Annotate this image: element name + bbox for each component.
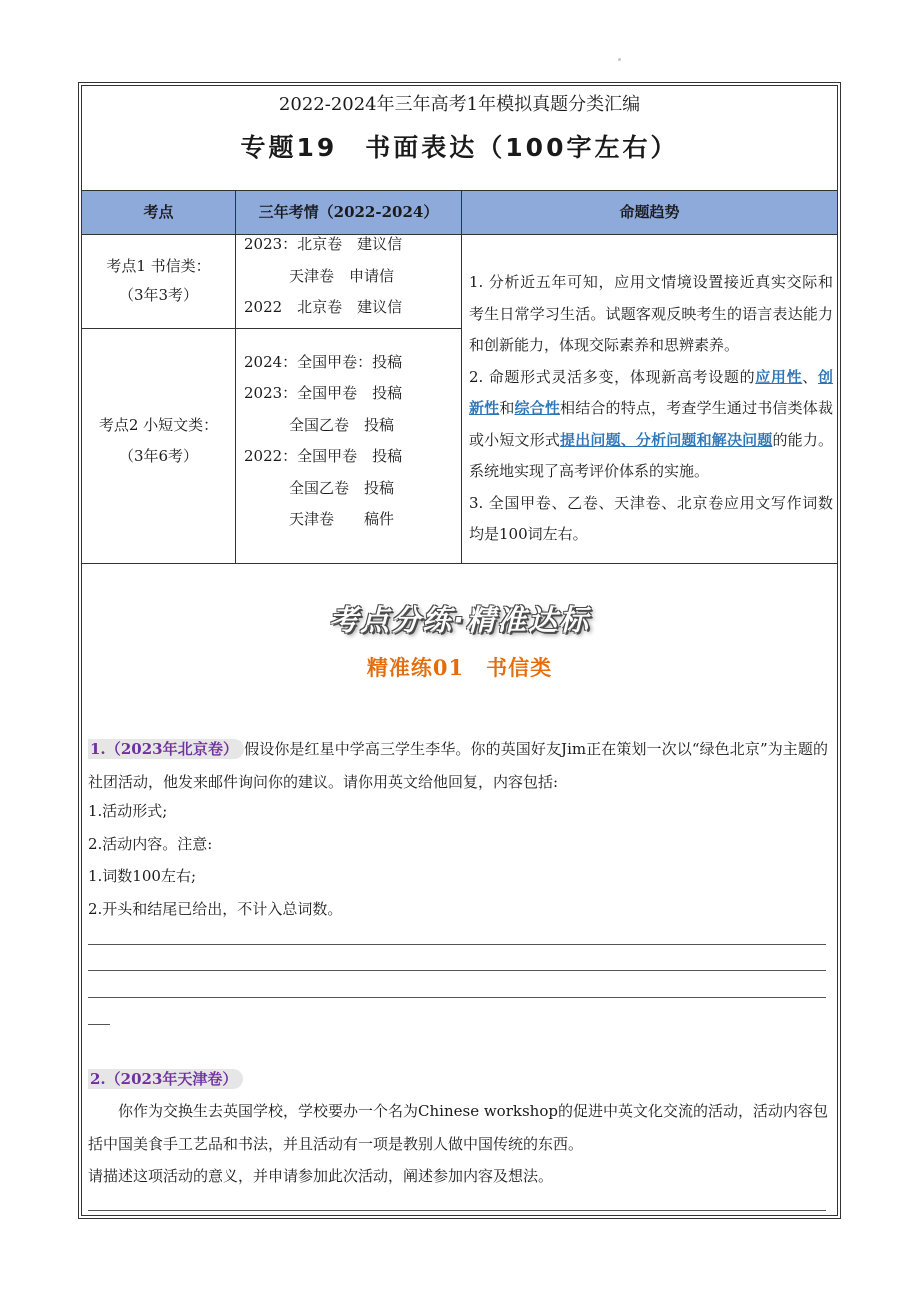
table-header-trend: 命题趋势 — [619, 203, 680, 221]
row1-point-label: 考点1 书信类： — [106, 257, 211, 275]
row1-exam-item: 天津卷 申请信 — [244, 267, 395, 285]
question-1-item: 2.活动内容。注意: — [88, 835, 213, 853]
row1-point-count: （3年3考） — [118, 286, 199, 304]
table-header-point: 考点 — [143, 203, 174, 221]
question-1-stem — [88, 733, 828, 798]
row1-exam-item: 2022 北京卷 建议信 — [244, 298, 403, 316]
answer-line-short[interactable] — [88, 1024, 110, 1025]
row2-point-label: 考点2 小短文类： — [98, 416, 219, 434]
trend-paragraph-1: 1. 分析近五年可知，应用文情境设置接近真实交际和考生日常学习生活。试题客观反映考生的语言表达能力和创新能力，体现交际素养和思辨素养。 — [469, 273, 833, 354]
highlight-keyword: 综合性 — [514, 399, 561, 417]
answer-line[interactable] — [88, 997, 826, 998]
answer-line[interactable] — [88, 944, 826, 945]
trend-text-run: 2. 命题形式灵活多变，体现新高考设题的 — [469, 367, 756, 386]
trend-text-run: 相结合的特点，考查学生通过书信类体裁或小短文形式 — [469, 399, 833, 449]
question-2-header — [88, 1063, 828, 1096]
row2-exam-item: 2024：全国甲卷：投稿 — [244, 353, 403, 371]
page-title: 专题19 书面表达（100字左右） — [240, 133, 679, 162]
question-1-source-tag: 1.（2023年北京卷） — [88, 739, 244, 759]
row2-exam-item: 天津卷 稿件 — [244, 510, 395, 528]
row2-exam-item: 2022：全国甲卷 投稿 — [244, 447, 403, 465]
trend-text — [469, 267, 833, 551]
table-col-divider-1 — [235, 190, 236, 563]
answer-line[interactable] — [88, 970, 826, 971]
question-1-item: 1.词数100左右; — [88, 867, 196, 885]
trend-text-run: 的能力。系统地实现了高考评价体系的实施。 — [469, 430, 833, 480]
table-row-divider — [81, 328, 462, 329]
highlight-keyword: 创新性 — [469, 367, 833, 417]
page-subtitle: 2022-2024年三年高考1年模拟真题分类汇编 — [278, 94, 641, 115]
page-marker-dot — [618, 58, 621, 61]
row2-exam-item: 2023：全国甲卷 投稿 — [244, 384, 403, 402]
trend-paragraph-2 — [469, 362, 833, 488]
question-2-source-tag: 2.（2023年天津卷） — [88, 1069, 243, 1089]
row1-exam-item: 2023：北京卷 建议信 — [244, 235, 403, 253]
highlight-keyword: 提出问题、分析问题和解决问题 — [560, 430, 773, 449]
question-2-text: 你作为交换生去英国学校，学校要办一个名为Chinese workshop的促进中英文化交流的活动，活动内容包括中国美食手工艺品和书法，并且活动有一项是教别人做中国传统的东西。 — [88, 1102, 828, 1153]
question-1-text: 假设你是红星中学高三学生李华。你的英国好友Jim正在策划一次以“绿色北京”为主题的社团活动，他发来邮件询问你的建议。请你用英文给他回复，内容包括: — [88, 740, 828, 791]
table-bottom-border — [81, 563, 838, 564]
table-header-divider — [81, 234, 838, 235]
row2-point-count: （3年6考） — [118, 447, 199, 465]
trend-paragraph-3: 3. 全国甲卷、乙卷、天津卷、北京卷应用文写作词数均是100词左右。 — [469, 493, 833, 543]
trend-text-run: 和 — [499, 399, 515, 417]
answer-line[interactable] — [88, 1210, 826, 1211]
trend-text-run: 、 — [802, 367, 818, 386]
section-banner: 考点分练·精准达标 — [328, 603, 591, 637]
table-col-divider-2 — [461, 190, 462, 563]
question-1-item: 2.开头和结尾已给出，不计入总词数。 — [88, 900, 343, 918]
section-title: 精准练01 书信类 — [366, 655, 553, 680]
question-1-item: 1.活动形式; — [88, 802, 168, 820]
row2-exam-item: 全国乙卷 投稿 — [244, 416, 395, 434]
question-2-instruction: 请描述这项活动的意义，并申请参加此次活动，阐述参加内容及想法。 — [88, 1167, 554, 1185]
highlight-keyword: 应用性 — [755, 367, 803, 386]
row2-exam-item: 全国乙卷 投稿 — [244, 479, 395, 497]
table-header-history: 三年考情（2022-2024） — [258, 203, 439, 221]
